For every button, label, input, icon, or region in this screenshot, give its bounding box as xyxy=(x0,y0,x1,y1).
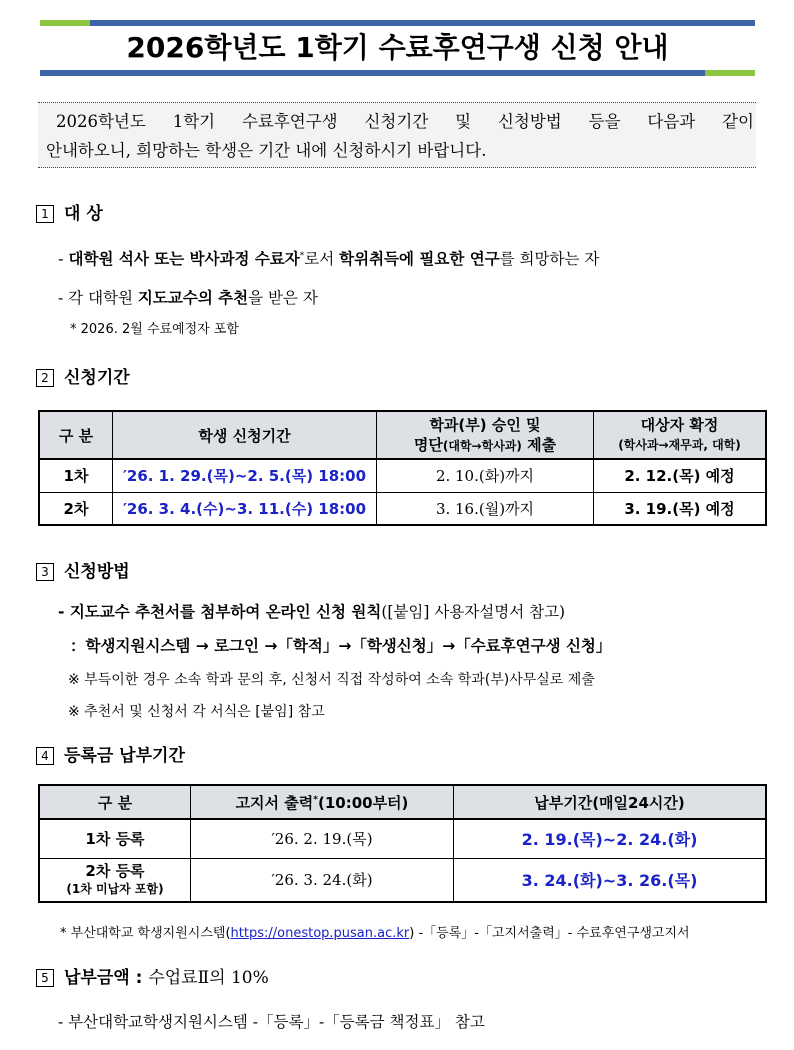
header-approval-line-2: 명단 xyxy=(413,435,443,454)
target-note: * 2026. 2월 수료예정자 포함 xyxy=(70,322,239,337)
text: * 부산대학교 학생지원시스템( xyxy=(60,926,231,941)
section-number: 3 xyxy=(36,563,54,581)
header-print-time: (10:00부터) xyxy=(317,793,409,812)
row-print: ′26. 3. 24.(화) xyxy=(191,858,454,902)
section-3-heading xyxy=(36,560,130,584)
footnote-mark: * xyxy=(299,251,305,261)
section-title: 신청방법 xyxy=(64,562,130,582)
header-confirm-sub: (학사과→재무과, 대학) xyxy=(618,438,741,452)
bold-text: 대학원 석사 또는 박사과정 수료자 xyxy=(68,250,300,269)
header-category: 구 분 xyxy=(39,411,113,459)
title-bar-bottom xyxy=(40,70,755,76)
section-number: 2 xyxy=(36,369,54,387)
text: 로서 xyxy=(304,250,340,269)
row-payment-period: 3. 24.(화)~3. 26.(목) xyxy=(454,858,767,902)
payment-line: - 부산대학교학생지원시스템 -「등록」-「등록금 책정표」 참고 xyxy=(58,1013,485,1031)
row-label xyxy=(39,858,191,902)
header-confirm xyxy=(594,411,767,459)
section-5-heading xyxy=(36,966,269,990)
intro-line-2: 안내하오니, 희망하는 학생은 기간 내에 신청하시기 바랍니다. xyxy=(46,141,487,160)
method-note-2: ※ 추천서 및 신청서 각 서식은 [붙임] 참고 xyxy=(68,704,325,720)
section-4-heading xyxy=(36,744,185,768)
section-number: 1 xyxy=(36,205,54,223)
row-label-main: 2차 등록 xyxy=(85,861,145,880)
row-approve: 3. 16.(월)까지 xyxy=(377,492,594,525)
method-note-1: ※ 부득이한 경우 소속 학과 문의 후, 신청서 직접 작성하여 소속 학과(부)사무실로 제출 xyxy=(68,672,595,688)
table-row xyxy=(39,819,766,858)
row-period: ′26. 3. 4.(수)~3. 11.(수) 18:00 xyxy=(113,492,377,525)
intro-line-1: 2026학년도 1학기 수료후연구생 신청기간 및 신청방법 등을 다음과 같이 xyxy=(56,112,754,131)
method-line-1 xyxy=(58,600,565,624)
header-approval xyxy=(377,411,594,459)
section-number: 5 xyxy=(36,969,54,987)
section-title: 등록금 납부기간 xyxy=(64,746,185,766)
row-period: ′26. 1. 29.(목)~2. 5.(목) 18:00 xyxy=(113,459,377,492)
section-2-heading xyxy=(36,366,130,390)
header-approval-sub: (대학→학사과) xyxy=(442,438,522,453)
header-category: 구 분 xyxy=(39,785,191,819)
tuition-note xyxy=(60,922,690,946)
row-label: 1차 등록 xyxy=(39,819,191,858)
section-title: 납부금액 : xyxy=(64,968,149,988)
tuition-period-table xyxy=(38,784,767,903)
payment-amount: 수업료Ⅱ의 10% xyxy=(148,968,269,988)
table-row xyxy=(39,492,766,525)
table-row xyxy=(39,858,766,902)
title-banner xyxy=(40,20,755,76)
header-print-text: 고지서 출력 xyxy=(235,793,314,812)
section-title: 신청기간 xyxy=(64,368,130,388)
target-line-1 xyxy=(58,244,599,271)
title-bar-top xyxy=(40,20,755,26)
text: 를 희망하는 자 xyxy=(499,250,600,269)
bold-text: 지도교수의 추천 xyxy=(137,289,249,307)
text: - 각 대학원 xyxy=(58,289,138,307)
footnote-mark: * xyxy=(313,794,318,805)
row-payment-period: 2. 19.(목)~2. 24.(화) xyxy=(454,819,767,858)
dash: - xyxy=(58,250,69,269)
target-line-2 xyxy=(58,286,318,310)
onestop-link[interactable]: https://onestop.pusan.ac.kr xyxy=(230,926,410,941)
bold-text: 학위취득에 필요한 연구 xyxy=(339,250,500,269)
row-approve: 2. 10.(화)까지 xyxy=(377,459,594,492)
intro-box xyxy=(38,102,756,168)
row-confirm: 3. 19.(목) 예정 xyxy=(594,492,767,525)
header-student-period: 학생 신청기간 xyxy=(113,411,377,459)
section-1-heading xyxy=(36,202,103,226)
row-label: 1차 xyxy=(39,459,113,492)
application-period-table xyxy=(38,410,767,526)
bold-text: - 지도교수 추천서를 첨부하여 온라인 신청 원칙 xyxy=(58,603,382,621)
text: ([붙임] 사용자설명서 참고) xyxy=(381,603,566,621)
section-title: 대 상 xyxy=(64,204,103,224)
header-approval-submit: 제출 xyxy=(521,435,557,454)
text: ) -「등록」-「고지서출력」- 수료후연구생고지서 xyxy=(409,926,690,941)
header-approval-line-1: 학과(부) 승인 및 xyxy=(429,415,541,434)
row-label-sub: (1차 미납자 포함) xyxy=(66,881,164,896)
page-title: 2026학년도 1학기 수료후연구생 신청 안내 xyxy=(126,31,669,64)
header-print xyxy=(191,785,454,819)
table-row xyxy=(39,459,766,492)
text: 을 받은 자 xyxy=(248,289,318,307)
section-number: 4 xyxy=(36,747,54,765)
row-label: 2차 xyxy=(39,492,113,525)
header-confirm-line-1: 대상자 확정 xyxy=(640,416,719,434)
row-print: ′26. 2. 19.(목) xyxy=(191,819,454,858)
method-line-2: ：학생지원시스템 → 로그인 →「학적」→「학생신청」→「수료후연구생 신청」 xyxy=(70,637,612,655)
header-payment-period: 납부기간(매일24시간) xyxy=(454,785,767,819)
row-confirm: 2. 12.(목) 예정 xyxy=(594,459,767,492)
